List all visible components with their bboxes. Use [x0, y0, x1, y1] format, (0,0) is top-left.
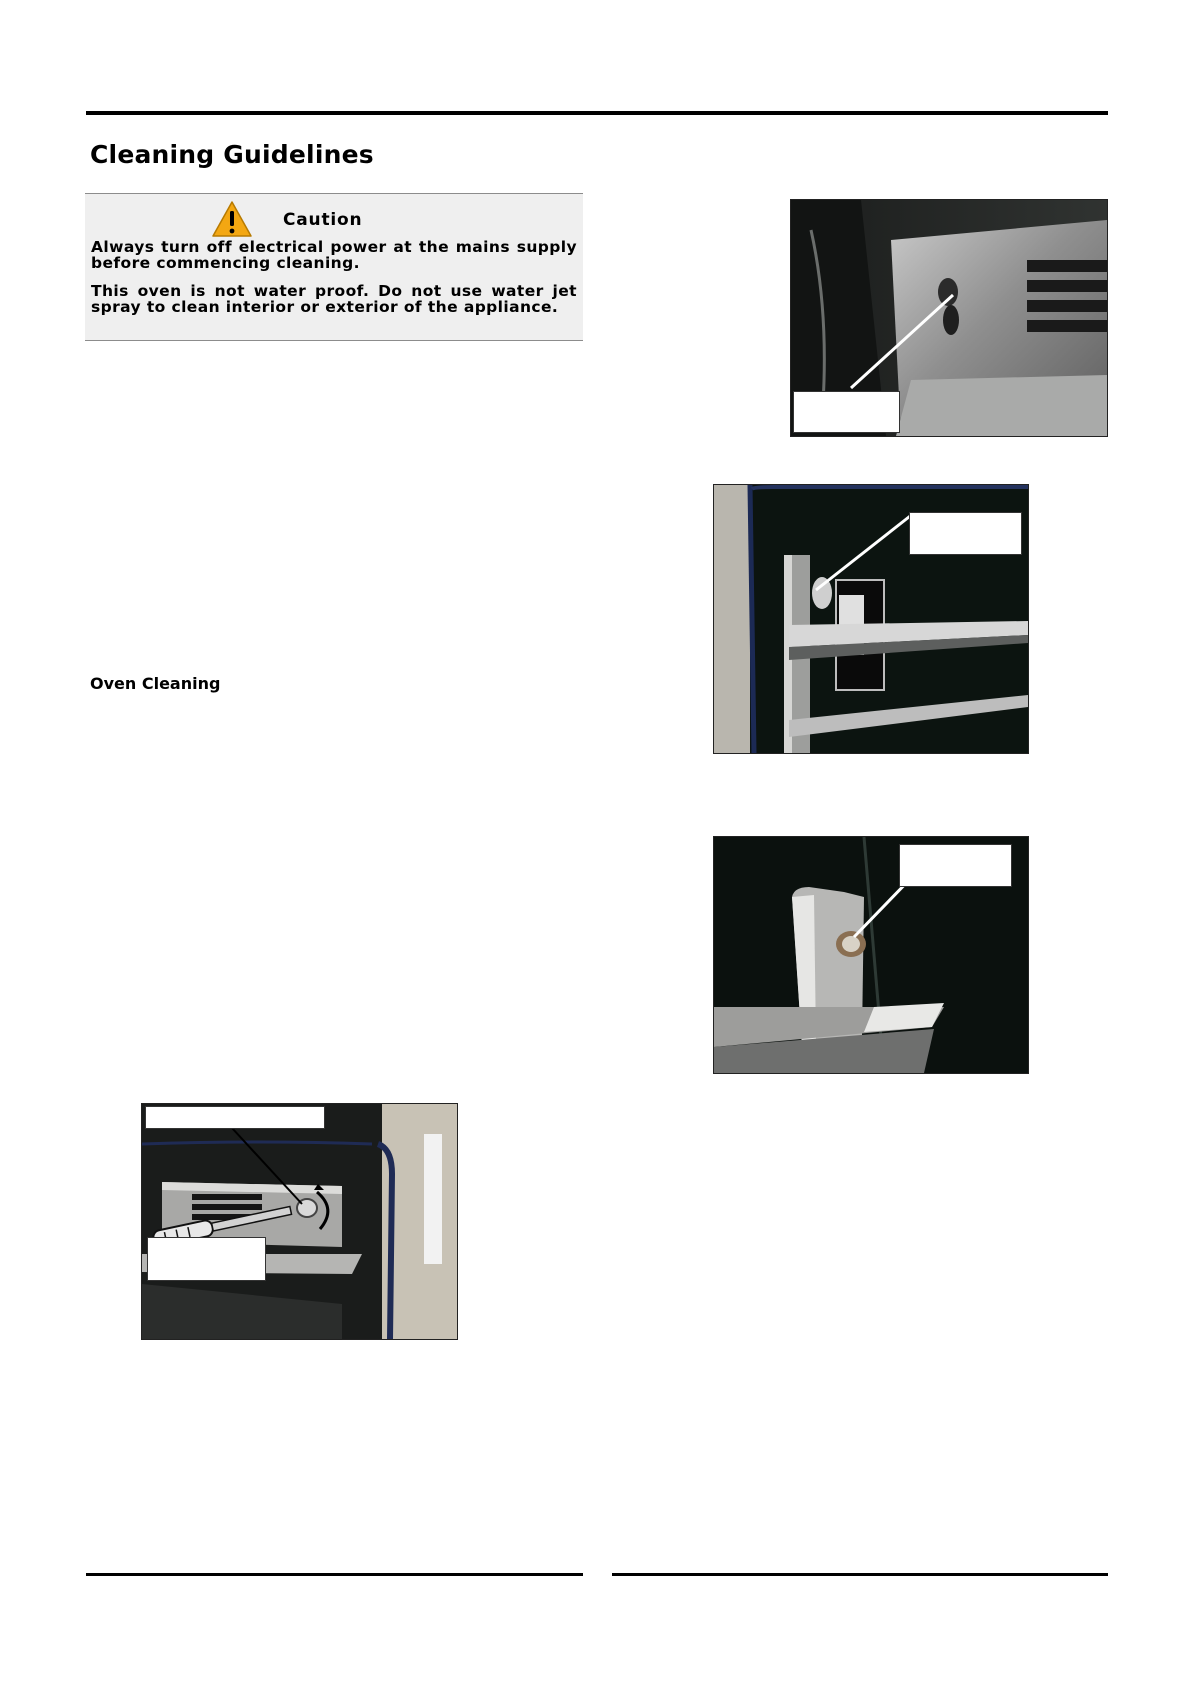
- callout-label-box: [147, 1237, 266, 1281]
- callout-label-box: [793, 391, 900, 433]
- caution-box: [85, 193, 583, 341]
- caution-title: Caution: [283, 210, 363, 230]
- caution-paragraph-power: Always turn off electrical power at the mains supply before commencing cleaning.: [91, 238, 577, 272]
- photo-side-rack-screw: [790, 199, 1108, 437]
- footer-rule-right: [612, 1573, 1108, 1576]
- photo-shelf-runner-front: [713, 484, 1029, 754]
- callout-label-box: [909, 512, 1022, 555]
- callout-label-box: [899, 844, 1012, 887]
- header-rule: [86, 111, 1108, 115]
- page-title: Cleaning Guidelines: [90, 140, 374, 169]
- caution-paragraph-water: This oven is not water proof. Do not use water jet spray to clean interior or exterior of the appliance.: [91, 282, 577, 316]
- section-heading-oven-cleaning: Oven Cleaning: [90, 674, 221, 693]
- footer-rule-left: [86, 1573, 583, 1576]
- photo-shelf-runner-rear: [713, 836, 1029, 1074]
- callout-label-box: [145, 1106, 325, 1129]
- photo-screwdriver-fan-cover: [141, 1103, 458, 1340]
- caution-header: [85, 198, 583, 238]
- warning-triangle-icon: [211, 200, 253, 238]
